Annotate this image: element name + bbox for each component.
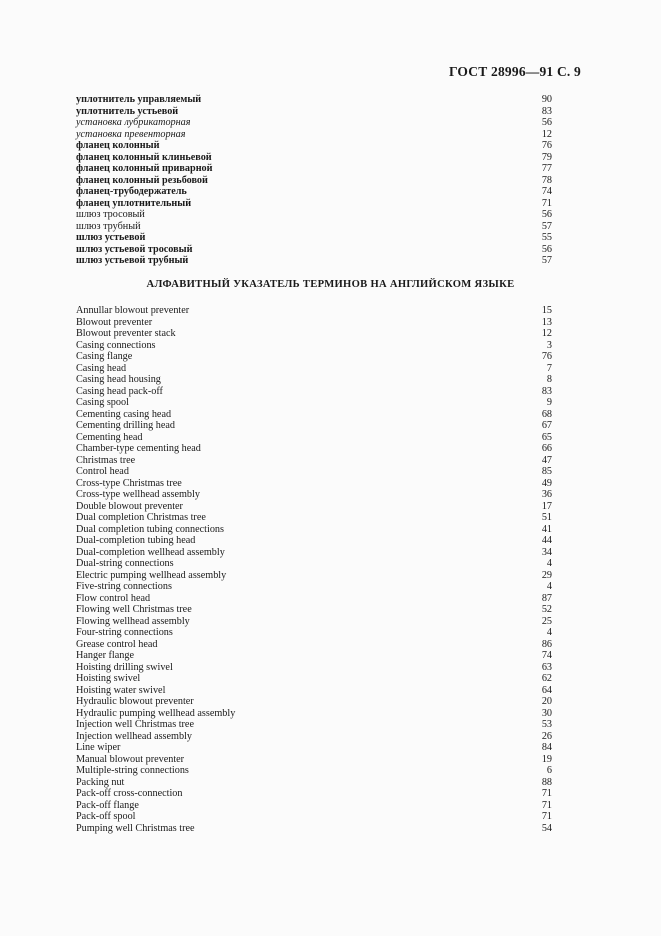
term-number: 17 [541, 500, 552, 512]
term-number: 26 [541, 730, 552, 742]
term-number: 90 [541, 94, 552, 105]
index-entry [76, 639, 552, 651]
term-number: 49 [541, 477, 552, 489]
index-entry [76, 386, 552, 398]
index-entry [76, 140, 552, 152]
index-entry [76, 106, 552, 118]
term-number: 86 [541, 638, 552, 650]
term-number: 84 [541, 742, 552, 753]
term-text: Dual-string connections [76, 558, 174, 569]
term-number: 53 [541, 719, 552, 730]
term-number: 87 [541, 592, 552, 604]
index-entry [76, 305, 552, 317]
index-entry [76, 685, 552, 697]
term-number: 12 [541, 328, 552, 339]
index-entry [76, 443, 552, 455]
term-text: фланец колонный клиньевой [76, 151, 212, 163]
term-number: 4 [546, 558, 552, 569]
term-text: Electric pumping wellhead assembly [76, 569, 227, 581]
term-number: 78 [541, 174, 552, 186]
term-text: Cross-type Christmas tree [76, 477, 182, 489]
term-text: установка превенторная [76, 128, 186, 140]
index-entry [76, 340, 552, 352]
index-entry [76, 328, 552, 340]
term-number: 25 [541, 615, 552, 627]
term-number: 63 [541, 661, 552, 673]
term-number: 4 [546, 627, 552, 638]
term-number: 54 [541, 822, 552, 834]
term-number: 19 [541, 753, 552, 765]
term-number: 3 [546, 339, 552, 351]
index-entry [76, 432, 552, 444]
term-text: Blowout preventer stack [76, 328, 176, 339]
term-number: 71 [541, 811, 552, 822]
index-entry [76, 823, 552, 835]
term-text: Cementing casing head [76, 408, 172, 420]
term-number: 44 [541, 535, 552, 546]
term-text: Blowout preventer [76, 316, 153, 328]
term-text: Hanger flange [76, 650, 134, 661]
term-number: 85 [541, 466, 552, 477]
term-number: 15 [541, 305, 552, 316]
english-term-index [76, 305, 552, 834]
index-entry [76, 788, 552, 800]
term-text: Hoisting water swivel [76, 684, 166, 696]
term-text: Annullar blowout preventer [76, 305, 190, 316]
index-entry [76, 719, 552, 731]
term-number: 83 [541, 385, 552, 397]
index-entry [76, 186, 552, 198]
term-text: Dual-completion tubing head [76, 535, 196, 546]
term-text: Injection well Christmas tree [76, 719, 194, 730]
term-text: Manual blowout preventer [76, 753, 185, 765]
term-number: 56 [541, 117, 552, 128]
term-number: 51 [541, 512, 552, 523]
term-text: Casing spool [76, 397, 129, 408]
term-number: 56 [541, 209, 552, 220]
term-text: фланец-трубодержатель [76, 186, 187, 197]
term-number: 64 [541, 684, 552, 696]
term-text: Pumping well Christmas tree [76, 822, 195, 834]
term-number: 62 [541, 673, 552, 684]
index-entry [76, 244, 552, 256]
term-text: фланец колонный приварной [76, 163, 213, 174]
term-number: 36 [541, 489, 552, 500]
index-entry [76, 255, 552, 267]
index-entry [76, 673, 552, 685]
index-entry [76, 777, 552, 789]
index-entry [76, 232, 552, 244]
term-text: фланец колонный [76, 140, 160, 151]
term-number: 76 [541, 140, 552, 151]
index-entry [76, 535, 552, 547]
index-entry [76, 754, 552, 766]
term-text: фланец уплотнительный [76, 197, 192, 209]
section-title: АЛФАВИТНЫЙ УКАЗАТЕЛЬ ТЕРМИНОВ НА АНГЛИЙСКОМ ЯЗЫКЕ [146, 279, 515, 290]
term-text: шлюз тросовый [76, 209, 145, 220]
index-entry [76, 696, 552, 708]
term-text: Line wiper [76, 742, 121, 753]
term-number: 4 [546, 581, 552, 592]
index-entry [76, 811, 552, 823]
term-number: 79 [541, 151, 552, 163]
term-number: 52 [541, 604, 552, 615]
index-entry [76, 117, 552, 129]
term-number: 41 [541, 523, 552, 535]
term-number: 77 [541, 163, 552, 174]
term-text: Cross-type wellhead assembly [76, 489, 200, 500]
term-number: 68 [541, 408, 552, 420]
index-entry [76, 708, 552, 720]
term-text: Casing head [76, 362, 127, 374]
term-text: Packing nut [76, 776, 125, 788]
index-entry [76, 501, 552, 513]
term-text: шлюз устьевой трубный [76, 255, 189, 266]
term-text: Flowing well Christmas tree [76, 604, 192, 615]
russian-term-index [76, 94, 552, 267]
term-text: Cementing head [76, 431, 143, 443]
term-number: 76 [541, 351, 552, 362]
term-number: 7 [546, 362, 552, 374]
term-number: 34 [541, 546, 552, 558]
index-entry [76, 558, 552, 570]
index-entry [76, 129, 552, 141]
term-number: 83 [541, 105, 552, 117]
term-text: Grease control head [76, 638, 158, 650]
term-number: 65 [541, 431, 552, 443]
page-header: ГОСТ 28996—91 С. 9 [448, 64, 581, 79]
term-text: шлюз устьевой тросовый [76, 243, 193, 255]
term-text: Dual completion tubing connections [76, 523, 224, 535]
term-number: 88 [541, 776, 552, 788]
term-text: Casing connections [76, 339, 156, 351]
term-number: 57 [541, 220, 552, 232]
index-entry [76, 627, 552, 639]
index-entry [76, 742, 552, 754]
term-text: Christmas tree [76, 454, 136, 466]
index-entry [76, 163, 552, 175]
term-text: Cementing drilling head [76, 420, 176, 431]
index-entry [76, 570, 552, 582]
term-text: Casing head pack-off [76, 385, 163, 397]
index-entry [76, 221, 552, 233]
term-text: Casing flange [76, 351, 133, 362]
index-entry [76, 616, 552, 628]
term-text: Pack-off cross-connection [76, 788, 183, 799]
index-entry [76, 489, 552, 501]
index-entry [76, 363, 552, 375]
index-entry [76, 94, 552, 106]
index-entry [76, 374, 552, 386]
index-entry [76, 409, 552, 421]
index-entry [76, 765, 552, 777]
index-entry [76, 198, 552, 210]
term-text: Four-string connections [76, 627, 173, 638]
index-entry [76, 581, 552, 593]
term-number: 74 [541, 650, 552, 661]
index-entry [76, 650, 552, 662]
term-number: 55 [541, 232, 552, 243]
term-number: 57 [541, 255, 552, 266]
term-text: Flow control head [76, 592, 151, 604]
term-text: установка лубрикаторная [76, 117, 191, 128]
term-text: Dual completion Christmas tree [76, 512, 206, 523]
index-entry [76, 317, 552, 329]
term-number: 47 [541, 454, 552, 466]
index-entry [76, 593, 552, 605]
term-text: Pack-off spool [76, 811, 136, 822]
index-entry [76, 662, 552, 674]
term-number: 9 [546, 397, 552, 408]
term-text: Casing head housing [76, 374, 161, 385]
term-text: Hoisting swivel [76, 673, 141, 684]
index-entry [76, 524, 552, 536]
index-entry [76, 800, 552, 812]
index-entry [76, 512, 552, 524]
index-entry [76, 478, 552, 490]
term-text: Pack-off flange [76, 799, 139, 811]
index-entry [76, 547, 552, 559]
term-text: Flowing wellhead assembly [76, 615, 190, 627]
term-number: 67 [541, 420, 552, 431]
term-number: 20 [541, 696, 552, 707]
term-text: уплотнитель управляемый [76, 94, 202, 105]
index-entry [76, 466, 552, 478]
term-text: Hydraulic blowout preventer [76, 696, 194, 707]
term-text: уплотнитель устьевой [76, 105, 179, 117]
term-text: Chamber-type cementing head [76, 443, 201, 454]
index-entry [76, 455, 552, 467]
term-number: 12 [541, 128, 552, 140]
term-number: 30 [541, 707, 552, 719]
term-number: 71 [541, 799, 552, 811]
index-entry [76, 731, 552, 743]
index-entry [76, 209, 552, 221]
term-text: Double blowout preventer [76, 500, 183, 512]
term-text: Hoisting drilling swivel [76, 661, 173, 673]
term-number: 71 [541, 788, 552, 799]
index-entry [76, 351, 552, 363]
term-number: 74 [541, 186, 552, 197]
term-number: 13 [541, 316, 552, 328]
term-text: Five-string connections [76, 581, 172, 592]
index-entry [76, 604, 552, 616]
term-text: шлюз устьевой [76, 232, 146, 243]
term-number: 29 [541, 569, 552, 581]
term-text: Multiple-string connections [76, 765, 189, 776]
term-text: Injection wellhead assembly [76, 730, 192, 742]
term-text: шлюз трубный [76, 220, 141, 232]
term-text: Hydraulic pumping wellhead assembly [76, 707, 236, 719]
term-text: Dual-completion wellhead assembly [76, 546, 225, 558]
index-entry [76, 397, 552, 409]
term-number: 66 [541, 443, 552, 454]
term-number: 71 [541, 197, 552, 209]
index-entry [76, 420, 552, 432]
term-text: Control head [76, 466, 129, 477]
term-number: 6 [546, 765, 552, 776]
term-text: фланец колонный резьбовой [76, 174, 208, 186]
term-number: 56 [541, 243, 552, 255]
term-number: 8 [546, 374, 552, 385]
index-entry [76, 175, 552, 187]
index-entry [76, 152, 552, 164]
